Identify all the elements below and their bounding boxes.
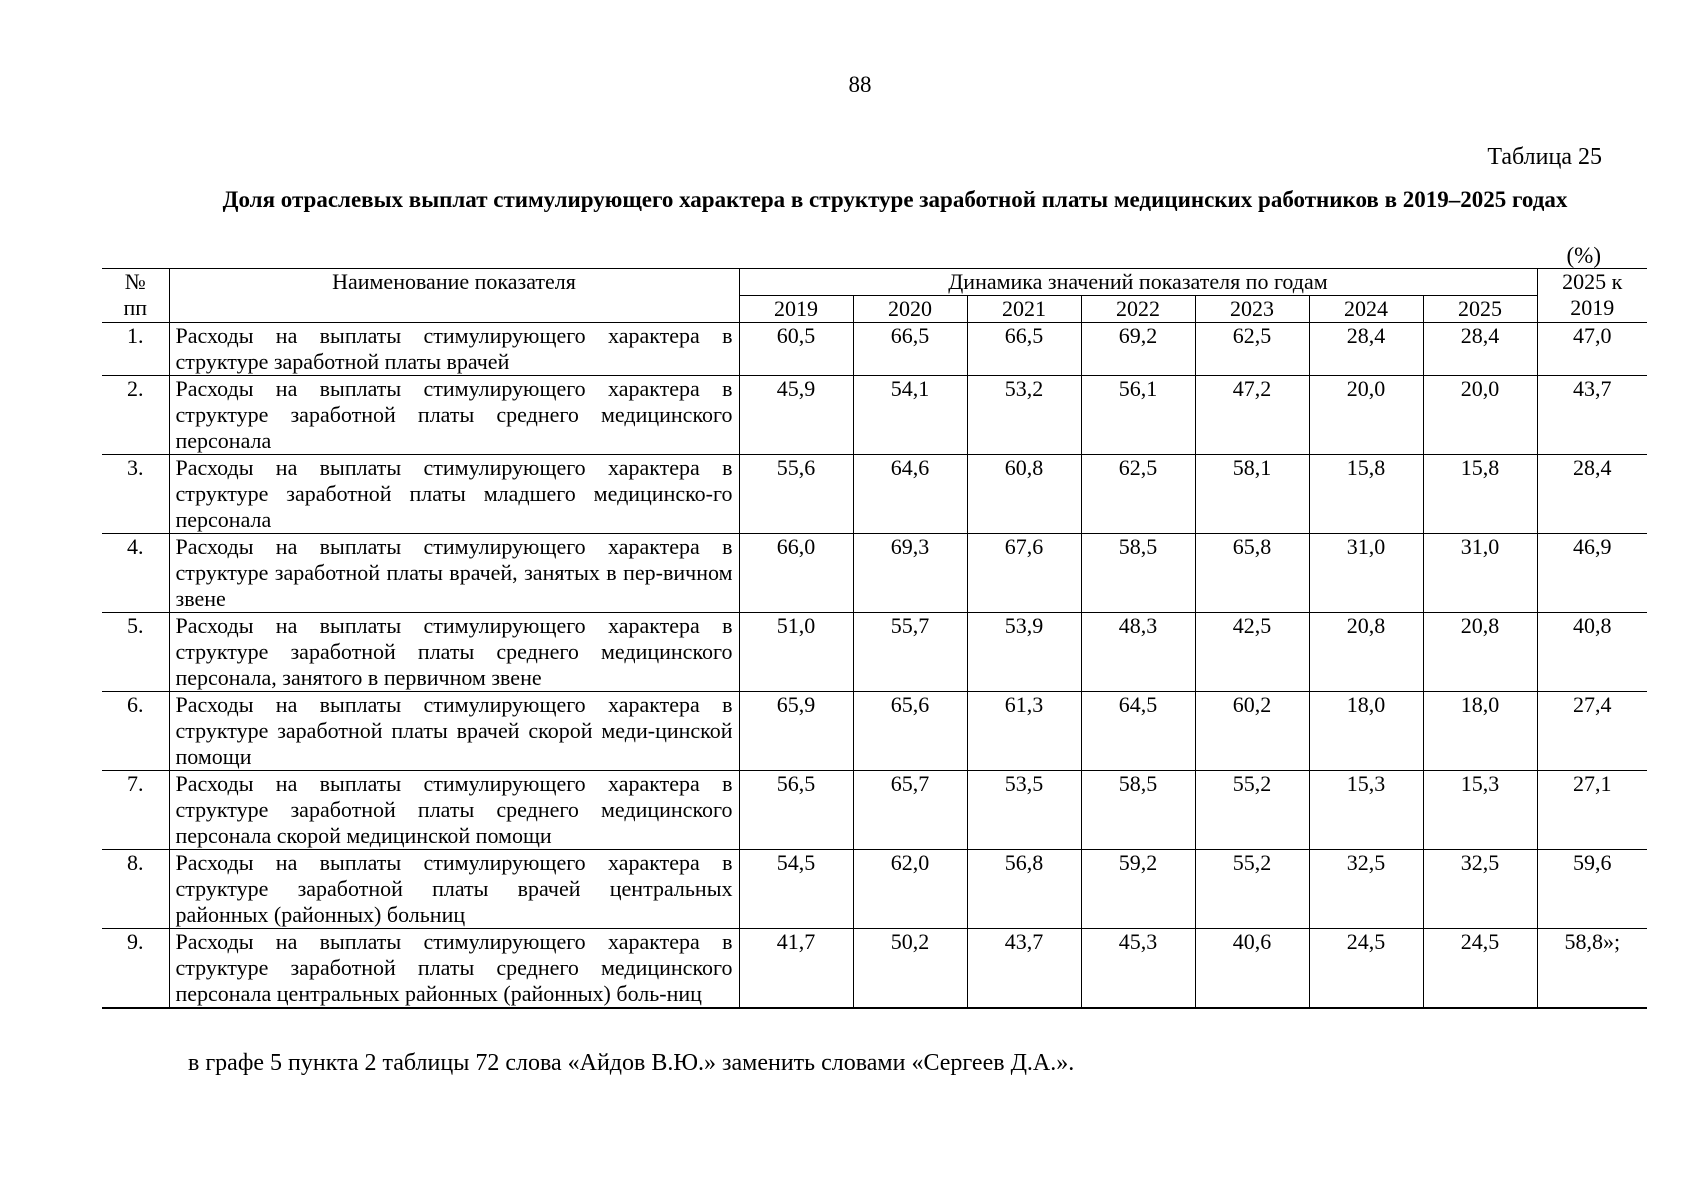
table-row — [102, 929, 1647, 1009]
row-value-2020: 64,6 — [853, 455, 967, 534]
row-indicator-name: Расходы на выплаты стимулирующего характера в структуре заработной платы врачей скорой меди-цинской помощи — [169, 692, 739, 771]
row-value-2019: 66,0 — [739, 534, 853, 613]
row-indicator-name: Расходы на выплаты стимулирующего характера в структуре заработной платы среднего медицинского персонала, занятого в первичном звене — [169, 613, 739, 692]
table-row — [102, 850, 1647, 929]
row-value-2023: 65,8 — [1195, 534, 1309, 613]
table-row — [102, 692, 1647, 771]
row-value-2025: 24,5 — [1423, 929, 1537, 1009]
row-value-2019: 60,5 — [739, 323, 853, 376]
header-ratio-line1: 2025 к — [1562, 269, 1623, 294]
row-value-2019: 55,6 — [739, 455, 853, 534]
row-value-2019: 45,9 — [739, 376, 853, 455]
row-value-2020: 55,7 — [853, 613, 967, 692]
table-row — [102, 613, 1647, 692]
row-value-2020: 54,1 — [853, 376, 967, 455]
header-year: 2022 — [1081, 296, 1195, 323]
row-number: 8. — [102, 850, 169, 929]
table-row — [102, 323, 1647, 376]
row-ratio-2025-to-2019: 40,8 — [1537, 613, 1647, 692]
table-row — [102, 376, 1647, 455]
row-value-2020: 65,6 — [853, 692, 967, 771]
row-number: 6. — [102, 692, 169, 771]
row-value-2025: 20,0 — [1423, 376, 1537, 455]
page-number: 88 — [848, 72, 872, 97]
row-value-2023: 47,2 — [1195, 376, 1309, 455]
row-value-2020: 69,3 — [853, 534, 967, 613]
table-row — [102, 534, 1647, 613]
row-number: 3. — [102, 455, 169, 534]
row-value-2025: 28,4 — [1423, 323, 1537, 376]
row-value-2024: 32,5 — [1309, 850, 1423, 929]
row-value-2025: 32,5 — [1423, 850, 1537, 929]
header-year: 2025 — [1423, 296, 1537, 323]
table-body — [102, 269, 1647, 1009]
table-title: Доля отраслевых выплат стимулирующего характера в структуре заработной платы медицинских работников в 2019–2025 годах — [222, 187, 1568, 212]
row-number: 1. — [102, 323, 169, 376]
row-value-2024: 15,3 — [1309, 771, 1423, 850]
table-label: Таблица 25 — [1487, 144, 1602, 170]
row-value-2019: 51,0 — [739, 613, 853, 692]
row-value-2025: 18,0 — [1423, 692, 1537, 771]
row-value-2024: 18,0 — [1309, 692, 1423, 771]
row-value-2022: 58,5 — [1081, 534, 1195, 613]
header-ratio-cell — [1537, 269, 1647, 323]
row-indicator-name: Расходы на выплаты стимулирующего характера в структуре заработной платы младшего медицинско-го персонала — [169, 455, 739, 534]
row-value-2019: 41,7 — [739, 929, 853, 1009]
row-indicator-name: Расходы на выплаты стимулирующего характера в структуре заработной платы среднего медицинского персонала — [169, 376, 739, 455]
data-table — [102, 268, 1647, 1009]
header-year: 2024 — [1309, 296, 1423, 323]
row-value-2019: 56,5 — [739, 771, 853, 850]
row-value-2024: 15,8 — [1309, 455, 1423, 534]
row-value-2025: 20,8 — [1423, 613, 1537, 692]
row-value-2021: 66,5 — [967, 323, 1081, 376]
header-year: 2023 — [1195, 296, 1309, 323]
row-ratio-2025-to-2019: 59,6 — [1537, 850, 1647, 929]
row-value-2022: 64,5 — [1081, 692, 1195, 771]
row-value-2022: 48,3 — [1081, 613, 1195, 692]
row-value-2022: 69,2 — [1081, 323, 1195, 376]
row-value-2021: 67,6 — [967, 534, 1081, 613]
row-ratio-2025-to-2019: 27,1 — [1537, 771, 1647, 850]
row-value-2020: 66,5 — [853, 323, 967, 376]
row-value-2021: 56,8 — [967, 850, 1081, 929]
header-num-line1: № — [124, 269, 146, 294]
header-year: 2019 — [739, 296, 853, 323]
row-value-2023: 55,2 — [1195, 771, 1309, 850]
row-value-2022: 59,2 — [1081, 850, 1195, 929]
header-row-1 — [102, 269, 1647, 296]
row-number: 7. — [102, 771, 169, 850]
row-value-2022: 62,5 — [1081, 455, 1195, 534]
row-ratio-2025-to-2019: 28,4 — [1537, 455, 1647, 534]
row-value-2023: 60,2 — [1195, 692, 1309, 771]
header-name-cell: Наименование показателя — [169, 269, 739, 323]
table-row — [102, 771, 1647, 850]
unit-label: (%) — [1566, 243, 1601, 268]
row-value-2021: 61,3 — [967, 692, 1081, 771]
row-value-2023: 58,1 — [1195, 455, 1309, 534]
table-row — [102, 455, 1647, 534]
row-indicator-name: Расходы на выплаты стимулирующего характера в структуре заработной платы среднего медицинского персонала центральных районных (районных) боль-ниц — [169, 929, 739, 1009]
header-num-line2: пп — [123, 295, 148, 320]
header-dynamics-cell: Динамика значений показателя по годам — [739, 269, 1537, 296]
row-ratio-2025-to-2019: 47,0 — [1537, 323, 1647, 376]
row-value-2022: 56,1 — [1081, 376, 1195, 455]
row-value-2024: 20,0 — [1309, 376, 1423, 455]
footer-text: в графе 5 пункта 2 таблицы 72 слова «Айдов В.Ю.» заменить словами «Сергеев Д.А.». — [188, 1050, 1075, 1076]
row-value-2022: 45,3 — [1081, 929, 1195, 1009]
row-value-2020: 62,0 — [853, 850, 967, 929]
row-ratio-2025-to-2019: 27,4 — [1537, 692, 1647, 771]
row-value-2019: 65,9 — [739, 692, 853, 771]
row-number: 4. — [102, 534, 169, 613]
row-number: 5. — [102, 613, 169, 692]
row-ratio-2025-to-2019: 58,8»; — [1537, 929, 1647, 1009]
row-ratio-2025-to-2019: 43,7 — [1537, 376, 1647, 455]
row-value-2025: 15,3 — [1423, 771, 1537, 850]
row-number: 2. — [102, 376, 169, 455]
row-value-2025: 15,8 — [1423, 455, 1537, 534]
row-value-2024: 24,5 — [1309, 929, 1423, 1009]
row-value-2021: 43,7 — [967, 929, 1081, 1009]
row-value-2024: 31,0 — [1309, 534, 1423, 613]
row-value-2021: 53,9 — [967, 613, 1081, 692]
row-indicator-name: Расходы на выплаты стимулирующего характера в структуре заработной платы врачей — [169, 323, 739, 376]
row-value-2023: 40,6 — [1195, 929, 1309, 1009]
header-num-cell — [102, 269, 169, 323]
row-value-2021: 60,8 — [967, 455, 1081, 534]
row-value-2021: 53,2 — [967, 376, 1081, 455]
header-ratio-line2: 2019 — [1570, 295, 1615, 320]
row-value-2023: 55,2 — [1195, 850, 1309, 929]
row-indicator-name: Расходы на выплаты стимулирующего характера в структуре заработной платы среднего медицинского персонала скорой медицинской помощи — [169, 771, 739, 850]
row-value-2025: 31,0 — [1423, 534, 1537, 613]
row-ratio-2025-to-2019: 46,9 — [1537, 534, 1647, 613]
header-year: 2020 — [853, 296, 967, 323]
row-value-2019: 54,5 — [739, 850, 853, 929]
row-indicator-name: Расходы на выплаты стимулирующего характера в структуре заработной платы врачей, занятых в пер-вичном звене — [169, 534, 739, 613]
row-value-2020: 50,2 — [853, 929, 967, 1009]
row-value-2022: 58,5 — [1081, 771, 1195, 850]
row-value-2024: 28,4 — [1309, 323, 1423, 376]
row-indicator-name: Расходы на выплаты стимулирующего характера в структуре заработной платы врачей центральных районных (районных) больниц — [169, 850, 739, 929]
row-value-2020: 65,7 — [853, 771, 967, 850]
header-year: 2021 — [967, 296, 1081, 323]
row-value-2023: 42,5 — [1195, 613, 1309, 692]
row-number: 9. — [102, 929, 169, 1009]
row-value-2021: 53,5 — [967, 771, 1081, 850]
row-value-2024: 20,8 — [1309, 613, 1423, 692]
row-value-2023: 62,5 — [1195, 323, 1309, 376]
